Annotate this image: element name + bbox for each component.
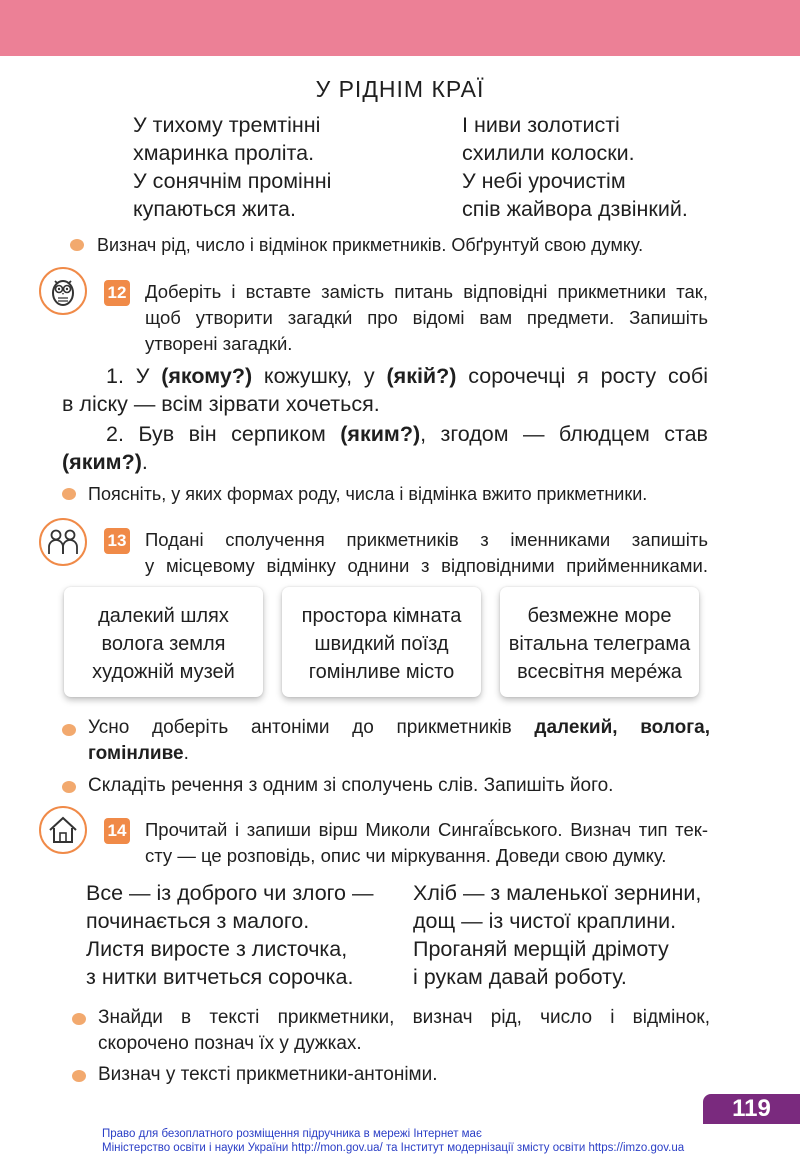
bullet-text: Знайди в тексті прикметники, визнач рід, число і відмінок, скорочено познач їх у дужках. xyxy=(98,1007,710,1054)
bullet-text: Визнач у тексті прикметники-антоніми. xyxy=(98,1064,438,1085)
poem-line: У тихому тремтінні xyxy=(133,113,321,137)
bullet-dot xyxy=(72,1013,86,1025)
poem-line: У сонячнім промінні xyxy=(133,169,332,193)
exercise-12-task: Доберіть і вставте замість питань відповідні прикметники так, щоб утворити загадки́ про відомі вам предмети. Запишіть утворені загадки́. xyxy=(145,281,708,354)
poem-line: У небі урочистім xyxy=(462,169,626,193)
riddle-1: 1. У (якому?) кожушку, у (якій?) сорочечці я росту собі в ліску — всім зірвати хочеться. xyxy=(62,364,708,416)
bullet-text: Усно доберіть антоніми до прикметників далекий, волога, гомінливе. xyxy=(88,717,710,764)
bullet-text: Визнач рід, число і відмінок прикметників. Обґрунтуй свою думку. xyxy=(97,235,644,255)
bullet-dot xyxy=(62,781,76,793)
poem-left-column: Все — із доброго чи злого — починається з малого. Листя виросте з листочка, з нитки витчеться сорочка. xyxy=(86,881,374,989)
footer-notice: Право для безоплатного розміщення підручника в мережі Інтернет має Міністерство освіти і науки України http://mon.gov.ua/ та Інститут модернізації змісту освіти https://imzo.gov.ua xyxy=(102,1128,685,1154)
bullet-text: Складіть речення з одним зі сполучень слів. Запишіть його. xyxy=(88,775,614,796)
bullet-dot xyxy=(72,1070,86,1082)
poem-line: схилили колоски. xyxy=(462,141,635,165)
exercise-number: 12 xyxy=(104,280,130,306)
home-task-icon xyxy=(39,806,87,854)
poem-line: хмаринка проліта. xyxy=(133,141,315,165)
poem-right-column: Хліб — з маленької зернини, дощ — із чистої краплини. Проганяй мерщій дрімоту і рукам давай роботу. xyxy=(413,881,702,989)
owl-icon xyxy=(39,267,87,315)
poem-line: купаються жита. xyxy=(133,197,296,221)
bullet-dot xyxy=(62,724,76,736)
word-card: безмежне море вітальна телеграма всесвітня мере́жа xyxy=(500,587,699,697)
page-number: 119 xyxy=(703,1094,800,1124)
exercise-number: 13 xyxy=(104,528,130,554)
exercise-13-task: Подані сполучення прикметників з іменниками запишіть у місцевому відмінку однини з відповідними прийменниками. xyxy=(145,529,708,576)
word-card: далекий шлях волога земля художній музей xyxy=(64,587,263,697)
poem-right-column xyxy=(462,111,688,223)
pair-work-icon xyxy=(39,518,87,566)
riddle-2: 2. Був він серпиком (яким?), згодом — блюдцем став (яким?). xyxy=(62,422,708,474)
poem-line: І ниви золотисті xyxy=(462,113,620,137)
bullet-dot xyxy=(62,488,76,500)
poem-left-column xyxy=(133,111,331,223)
exercise-14-task: Прочитай і запиши вірш Миколи Сингаї́вського. Визнач тип тек- сту — це розповідь, опис чи міркування. Доведи свою думку. xyxy=(145,819,708,866)
bullet-text: Поясніть, у яких формах роду, числа і відмінка вжито прикметники. xyxy=(88,484,648,504)
header-band xyxy=(0,0,800,56)
exercise-number: 14 xyxy=(104,818,130,844)
poem-line: спів жайвора дзвінкий. xyxy=(462,197,688,221)
poem-title: У РІДНІМ КРАЇ xyxy=(315,76,485,102)
word-card: простора кімната швидкий поїзд гомінливе місто xyxy=(282,587,481,697)
bullet-dot xyxy=(70,239,84,251)
